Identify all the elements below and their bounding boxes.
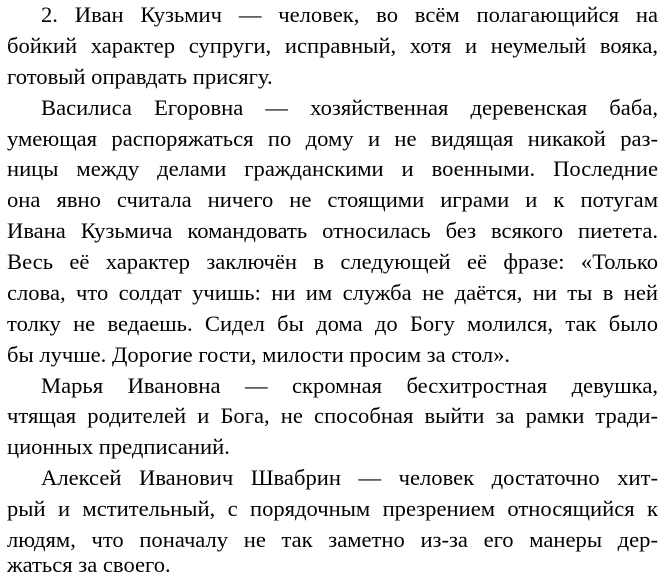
text-line: она явно считала ничего не стоящими играми и к потугам (7, 187, 658, 212)
text-line: ницы между делами гражданскими и военными. Последние (7, 156, 658, 181)
text-line: бы лучше. Дорогие гости, милости просим за стол». (7, 342, 511, 367)
text-line: умеющая распоряжаться по дому и не видящая никакой раз- (7, 126, 658, 151)
text-line: рый и мстительный, с порядочным презрением относящийся к (7, 496, 658, 521)
text-line: чтящая родителей и Бога, не способная выйти за рамки тради- (7, 403, 658, 428)
text-line: Ивана Кузьмича командовать относилась без всякого пиетета. (7, 218, 658, 243)
text-line: жаться за своего. (7, 552, 171, 577)
text-line: готовый оправдать присягу. (7, 64, 273, 89)
text-line: бойкий характер супруги, исправный, хотя и неумелый вояка, (7, 33, 658, 58)
text-line: Весь её характер заключён в следующей её фразе: «Только (7, 249, 658, 274)
text-line: 2. Иван Кузьмич — человек, во всём полагающийся на (41, 2, 658, 27)
text-line: толку не ведаешь. Сидел бы дома до Богу молился, так было (7, 311, 658, 336)
text-line: Василиса Егоровна — хозяйственная деревенская баба, (41, 95, 658, 120)
text-line: ционных предписаний. (7, 434, 230, 459)
text-line: Алексей Иванович Швабрин — человек достаточно хит- (41, 465, 658, 490)
text-line: Марья Ивановна — скромная бесхитростная девушка, (41, 373, 658, 398)
text-line: людям, что поначалу не так заметно из-за его манеры дер- (7, 527, 658, 552)
text-line: слова, что солдат учишь: ни им служба не даётся, ни ты в ней (7, 280, 658, 305)
